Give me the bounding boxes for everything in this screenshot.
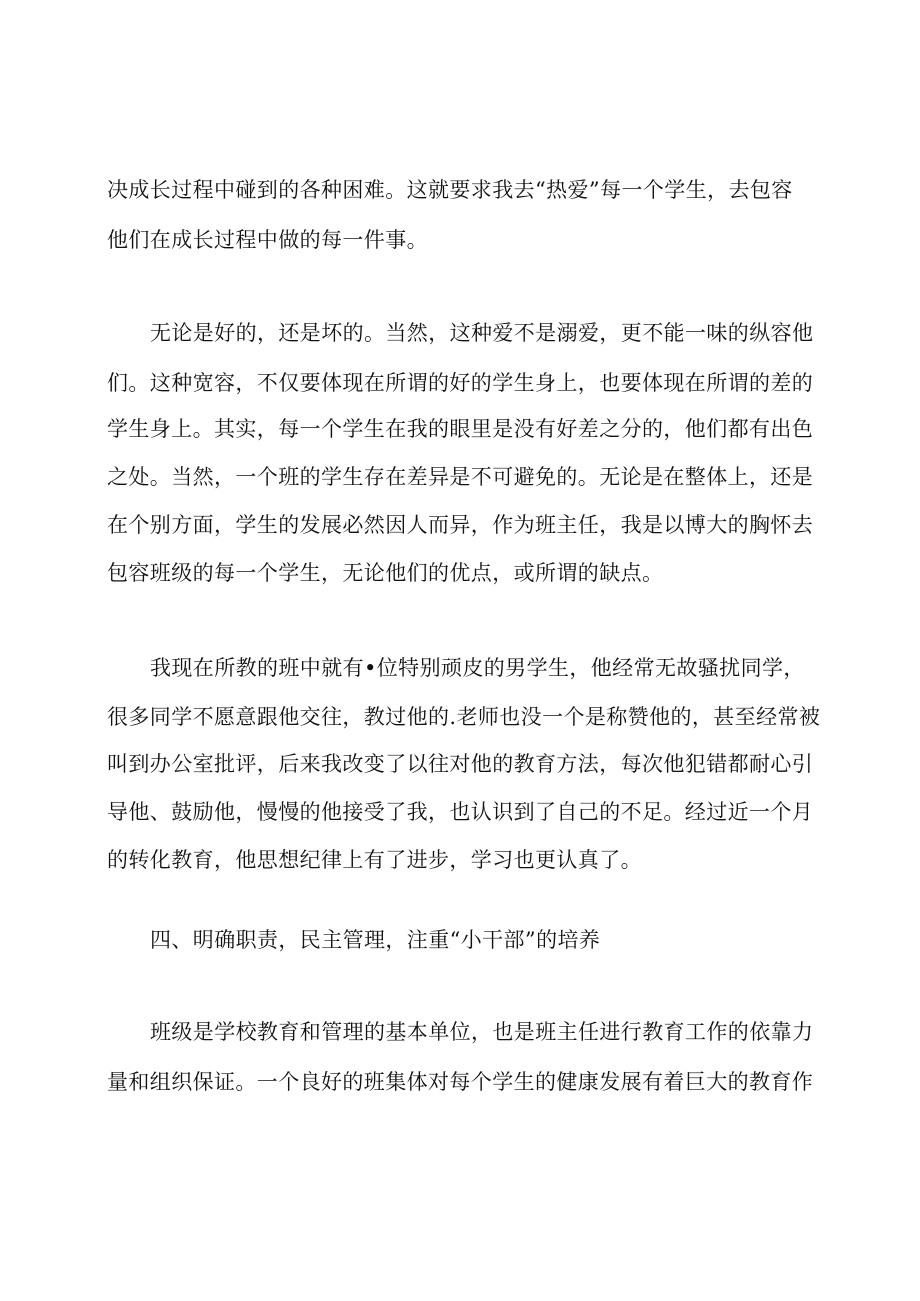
paragraph-2-line-6: 包容班级的每一个学生，无论他们的优点，或所谓的缺点。 [107,561,664,585]
paragraph-2-line-3: 学生身上。其实，每一个学生在我的眼里是没有好差之分的，他们都有出色 [107,417,814,441]
paragraph-5-line-2: 量和组织保证。一个良好的班集体对每个学生的健康发展有着巨大的教育作 [107,1070,814,1094]
paragraph-2-line-2: 们。这种宽容，不仅要体现在所谓的好的学生身上，也要体现在所谓的差的 [107,371,814,395]
paragraph-3-line-3: 叫到办公室批评，后来我改变了以往对他的教育方法，每次他犯错都耐心引 [107,752,814,776]
paragraph-1-line-2: 他们在成长过程中做的每一件事。 [107,228,428,252]
paragraph-3-line-4: 导他、鼓励他，慢慢的他接受了我，也认识到了自己的不足。经过近一个月 [107,800,814,824]
paragraph-1-line-1: 决成长过程中碰到的各种困难。这就要求我去“热爱”每一个学生，去包容 [107,178,793,202]
paragraph-3-line-5: 的转化教育，他思想纪律上有了进步，学习也更认真了。 [107,848,642,872]
paragraph-2-line-5: 在个别方面，学生的发展必然因人而异，作为班主任，我是以博大的胸怀去 [107,513,814,537]
paragraph-3-line-2: 很多同学不愿意跟他交往，教过他的.老师也没一个是称赞他的，甚至经常被 [107,705,821,729]
paragraph-2-line-1: 无论是好的，还是坏的。当然，这种爱不是溺爱，更不能一味的纵容他 [150,321,814,345]
section-heading: 四、明确职责，民主管理，注重“小干部”的培养 [150,928,601,952]
paragraph-5-line-1: 班级是学校教育和管理的基本单位，也是班主任进行教育工作的依靠力 [150,1020,814,1044]
paragraph-3-line-1: 我现在所教的班中就有•位特别顽皮的男学生，他经常无故骚扰同学， [150,656,805,680]
paragraph-2-line-4: 之处。当然，一个班的学生存在差异是不可避免的。无论是在整体上，还是 [107,465,814,489]
